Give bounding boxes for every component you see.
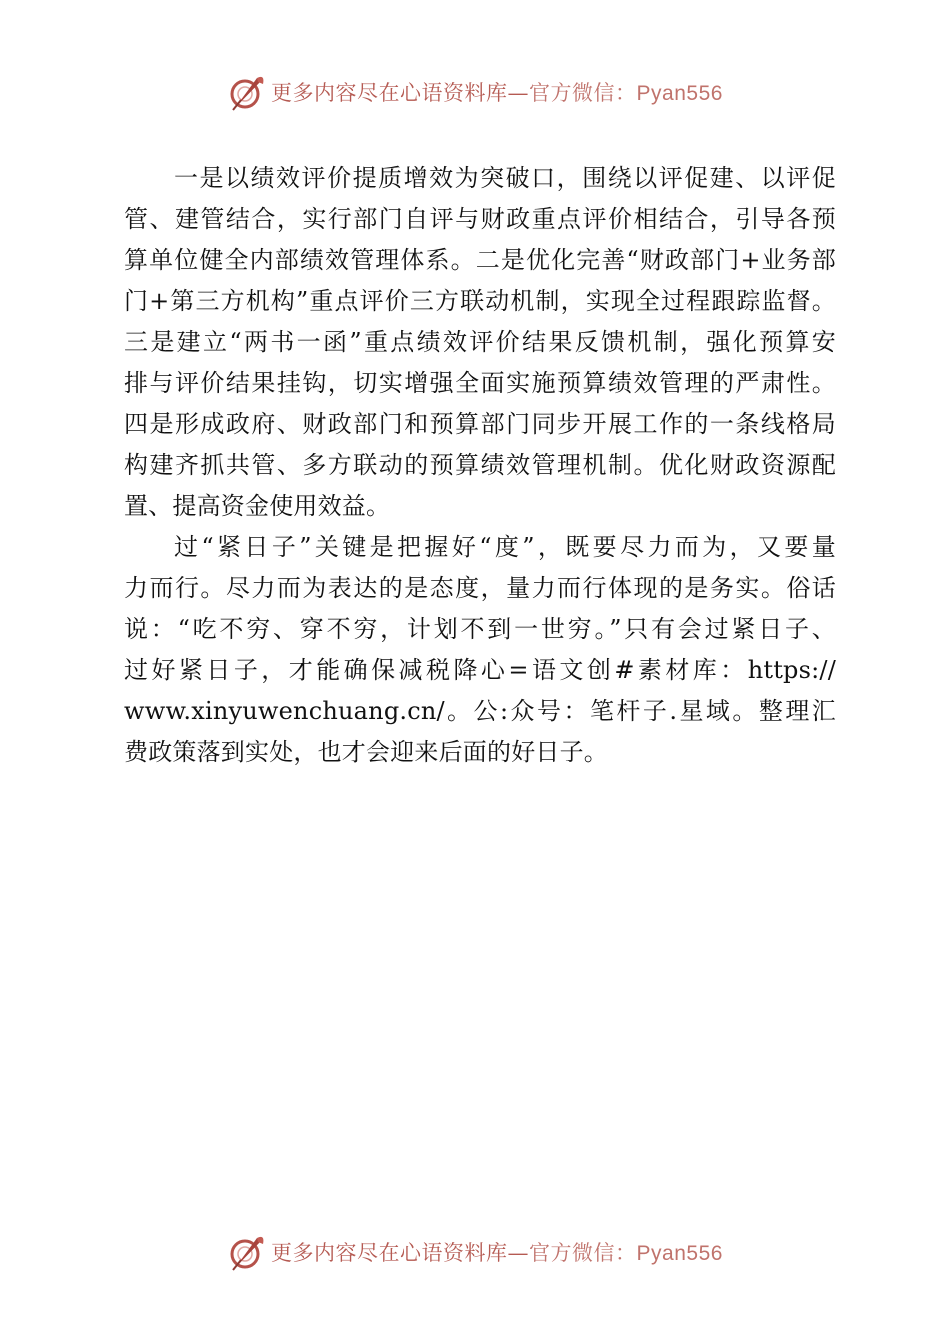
body-line: 管、建管结合，实行部门自评与财政重点评价相结合，引导各预	[124, 205, 836, 233]
footer-separator: —	[507, 1241, 530, 1265]
footer-handle: Pyan556	[636, 1242, 723, 1265]
body-line: 构建齐抓共管、多方联动的预算绩效管理机制。优化财政资源配	[124, 451, 836, 479]
body-line: 算单位健全内部绩效管理体系。二是优化完善“财政部门+业务部	[124, 246, 836, 274]
body-line: 过“紧日子”关键是把握好“度”，既要尽力而为，又要量	[174, 533, 836, 561]
quill-logo-icon	[227, 1232, 267, 1272]
footer-label: 官方微信：	[529, 1241, 637, 1265]
body-line: www.xinyuwenchuang.cn/。公:众号：笔杆子.星域。整理汇	[124, 697, 836, 725]
body-line: 四是形成政府、财政部门和预算部门同步开展工作的一条线格局	[124, 410, 836, 438]
body-line: 门+第三方机构”重点评价三方联动机制，实现全过程跟踪监督。	[124, 287, 836, 315]
body-line: 一是以绩效评价提质增效为突破口，围绕以评促建、以评促	[174, 164, 836, 192]
body-line: 说：“吃不穷、穿不穷，计划不到一世穷。”只有会过紧日子、	[124, 615, 836, 643]
header-label: 官方微信：	[529, 81, 637, 105]
body-line: 三是建立“两书一函”重点绩效评价结果反馈机制，强化预算安	[124, 328, 836, 356]
header-handle: Pyan556	[636, 82, 723, 105]
header-text	[271, 77, 723, 107]
quill-logo-icon	[227, 72, 267, 112]
body-line: 过好紧日子，才能确保减税降心=语文创#素材库：https://	[124, 656, 836, 684]
body-line: 力而行。尽力而为表达的是态度，量力而行体现的是务实。俗话	[124, 574, 836, 602]
body-line: 排与评价结果挂钩，切实增强全面实施预算绩效管理的严肃性。	[124, 369, 836, 397]
footer-text	[271, 1237, 723, 1267]
footer-banner	[0, 1232, 950, 1272]
footer-lead: 更多内容尽在心语资料库	[271, 1241, 508, 1265]
document-body	[124, 158, 836, 773]
header-separator: —	[507, 81, 530, 105]
body-line: 置、提高资金使用效益。	[124, 492, 391, 520]
header-lead: 更多内容尽在心语资料库	[271, 81, 508, 105]
header-banner	[0, 72, 950, 112]
body-line: 费政策落到实处，也才会迎来后面的好日子。	[124, 738, 608, 766]
